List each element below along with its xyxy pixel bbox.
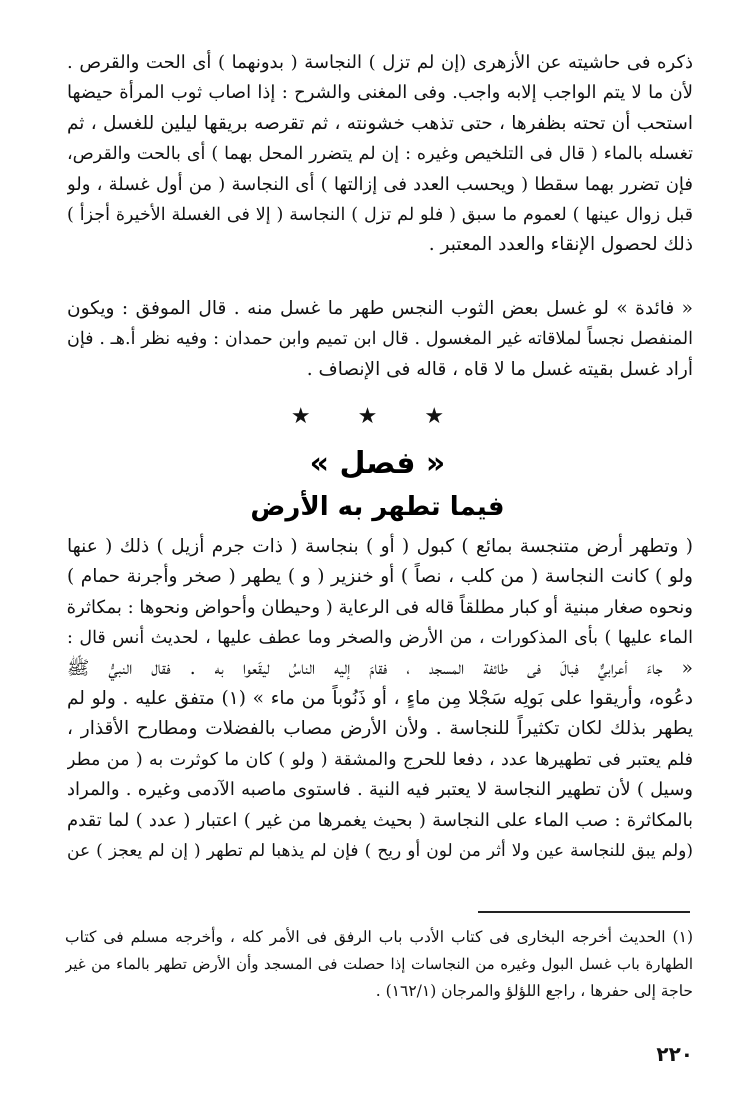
text-line: المنفصل نجساً لملاقاته غير المغسول . قال ابن تميم وابن حمدان : وفيه نظر أ.هـ . فإن [67,329,693,350]
text-line: بالمكاثرة : صب الماء على النجاسة ( بحيث يغمرها من غير ) اعتبار ( عدد ) لما تقدم [67,809,693,831]
text-line: لأن ما لا يتم الواجب إلابه واجب. وفى المغنى والشرح : إذا اصاب ثوب المرأة حيضها [67,82,693,104]
text-line: ذكره فى حاشيته عن الأزهرى (إن لم تزل ) النجاسة ( بدونهما ) أى الحت والقرص . [67,52,693,73]
paragraph-washing-impurity [67,48,693,261]
page-number: ٢٢٠ [656,1042,693,1066]
footnote-divider [478,911,690,913]
text-line: ونحوه صغار مبنية أو كبار مطلقاً قاله فى الرعاية ( وحيطان وأحواض ونحوها : بمكاثرة [67,596,693,618]
text-line: فلم يعتبر فى تطهيرها عدد ، دفعا للحرج والمشقة ( ولو ) كان ما كوثرت به ( من مطر [67,749,693,770]
section-separator-stars: ★ ★ ★ [290,404,465,429]
footnote-line: الطهارة باب غسل البول وغيره من النجاسات إذا حصلت فى المسجد وأن الأرض تطهر بالماء من غير [65,955,693,973]
footnote-line: (١) الحديث أخرجه البخارى فى كتاب الأدب باب الرفق فى الأمر كله ، وأخرجه مسلم فى كتاب [65,928,693,946]
text-line: تغسله بالماء ( قال فى التلخيص وغيره : إن لم يتضرر المحل بهما ) أى بالحت والقرص، [67,144,693,165]
text-line: ( وتطهر أرض متنجسة بمائع ) كبول ( أو ) بنجاسة ( ذات جرم أزيل ) ذلك ( عنها [67,536,693,557]
text-line: فإن تضرر بهما سقطا ( ويحسب العدد فى إزالتها ) أى النجاسة ( من أول غسلة ، ولو [67,173,693,195]
paragraph-benefit-note [67,294,693,385]
section-subtitle: فيما تطهر به الأرض [250,492,505,522]
text-line: (ولم يبق للنجاسة عين ولا أثر من لون أو ريح ) فإن لم يذهبا لم تطهر ( إن لم يعجز ) عن [67,840,693,861]
text-line: « فائدة » لو غسل بعض الثوب النجس طهر ما غسل منه . قال الموفق : ويكون [67,298,693,319]
text-line: دعُوه، وأريقوا على بَولِه سَجْلا مِن ماءٍ ، أو ذَنُوباً من ماء » (١) متفق عليه . ولو لم [67,687,693,709]
text-line: أراد غسل بقيته غسل ما لا قاه ، قاله فى الإنصاف . [306,358,693,380]
text-line: « جاءَ أعرابيٌّ فبالَ فى طائفة المسجد ، فقامَ إليه الناسُ ليقَعوا به . فقال النبيُّ ﷺ [67,657,693,679]
text-line: الماء عليها ) بأى المذكورات ، من الأرض والصخر وما عطف عليها ، لحديث أنس قال : [67,628,693,649]
text-line: استحب أن تحته بظفرها ، حتى تذهب خشونته ، ثم تقرصه بريقها ليلين للغسل ، ثم [67,112,693,134]
text-line: ولو ) كانت النجاسة ( من كلب ، نصاً ) أو خنزير ( و ) يطهر ( صخر وأجرنة حمام ) [67,566,693,588]
section-title: « فصل » [309,446,446,481]
footnote [65,924,693,1005]
text-line: قبل زوال عينها ) لعموم ما سبق ( فلو لم تزل ) النجاسة ( إلا فى الغسلة الأخيرة أجزأ ) [67,204,693,225]
text-line: وسيل ) لأن تطهير النجاسة لا يعتبر فيه النية . فاستوى ماصبه الآدمى وغيره . والمراد [67,779,693,801]
text-line: ذلك لحصول الإنقاء والعدد المعتبر . [428,234,693,256]
text-line: يطهر بذلك لكان تكثيراً للنجاسة . ولأن الأرض مصاب بالفضلات ومطارح الأقذار ، [67,718,693,740]
paragraph-purifying-ground [67,532,693,866]
footnote-line: حاجة إلى حفرها ، راجع اللؤلؤ والمرجان (١٦٢/١) . [375,982,693,1000]
